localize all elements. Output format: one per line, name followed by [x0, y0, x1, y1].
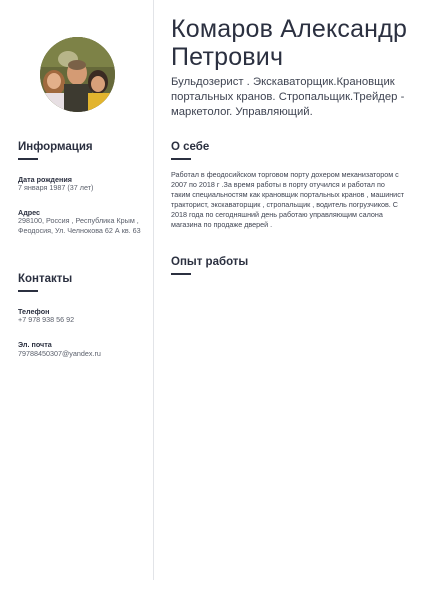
candidate-name: Комаров Александр Петрович [171, 15, 408, 71]
email-value[interactable]: 79788450307@yandex.ru [18, 349, 101, 358]
address-label: Адрес [18, 208, 41, 217]
phone-value[interactable]: +7 978 938 56 92 [18, 315, 75, 324]
phone-label: Телефон [18, 307, 50, 316]
experience-divider [171, 273, 191, 275]
address-value: 298100, Россия , Республика Крым , Феодосия, Ул. Челнокова 62 А кв. 63 [18, 216, 141, 235]
info-title: Информация [18, 141, 93, 153]
about-title: О себе [171, 141, 210, 153]
contacts-title: Контакты [18, 273, 73, 285]
about-divider [171, 158, 191, 160]
candidate-profession: Бульдозерист . Экскаваторщик.Крановщик портальных кранов. Стропальщик.Трейдер - маркетолог. Управляющий. [171, 76, 405, 118]
sidebar [0, 0, 154, 580]
avatar-photo [40, 37, 115, 112]
birth-label: Дата рождения [18, 175, 72, 184]
contacts-divider [18, 290, 38, 292]
about-text: Работал в феодосийском торговом порту дохером механизатором с 2007 по 2018 г .За время работы в порту отучился и работал по таким специальностям как крановщик портальных кранов , машинист тракторист, экскаваторщик , стропальщик , водитель погрузчиков. С 2018 года по сегодняшний день работаю управляющим салона магазина по продаже дверей . [171, 170, 405, 229]
email-label: Эл. почта [18, 340, 52, 349]
experience-title: Опыт работы [171, 256, 249, 268]
info-divider [18, 158, 38, 160]
birth-value: 7 января 1987 (37 лет) [18, 183, 94, 192]
avatar [40, 37, 115, 112]
